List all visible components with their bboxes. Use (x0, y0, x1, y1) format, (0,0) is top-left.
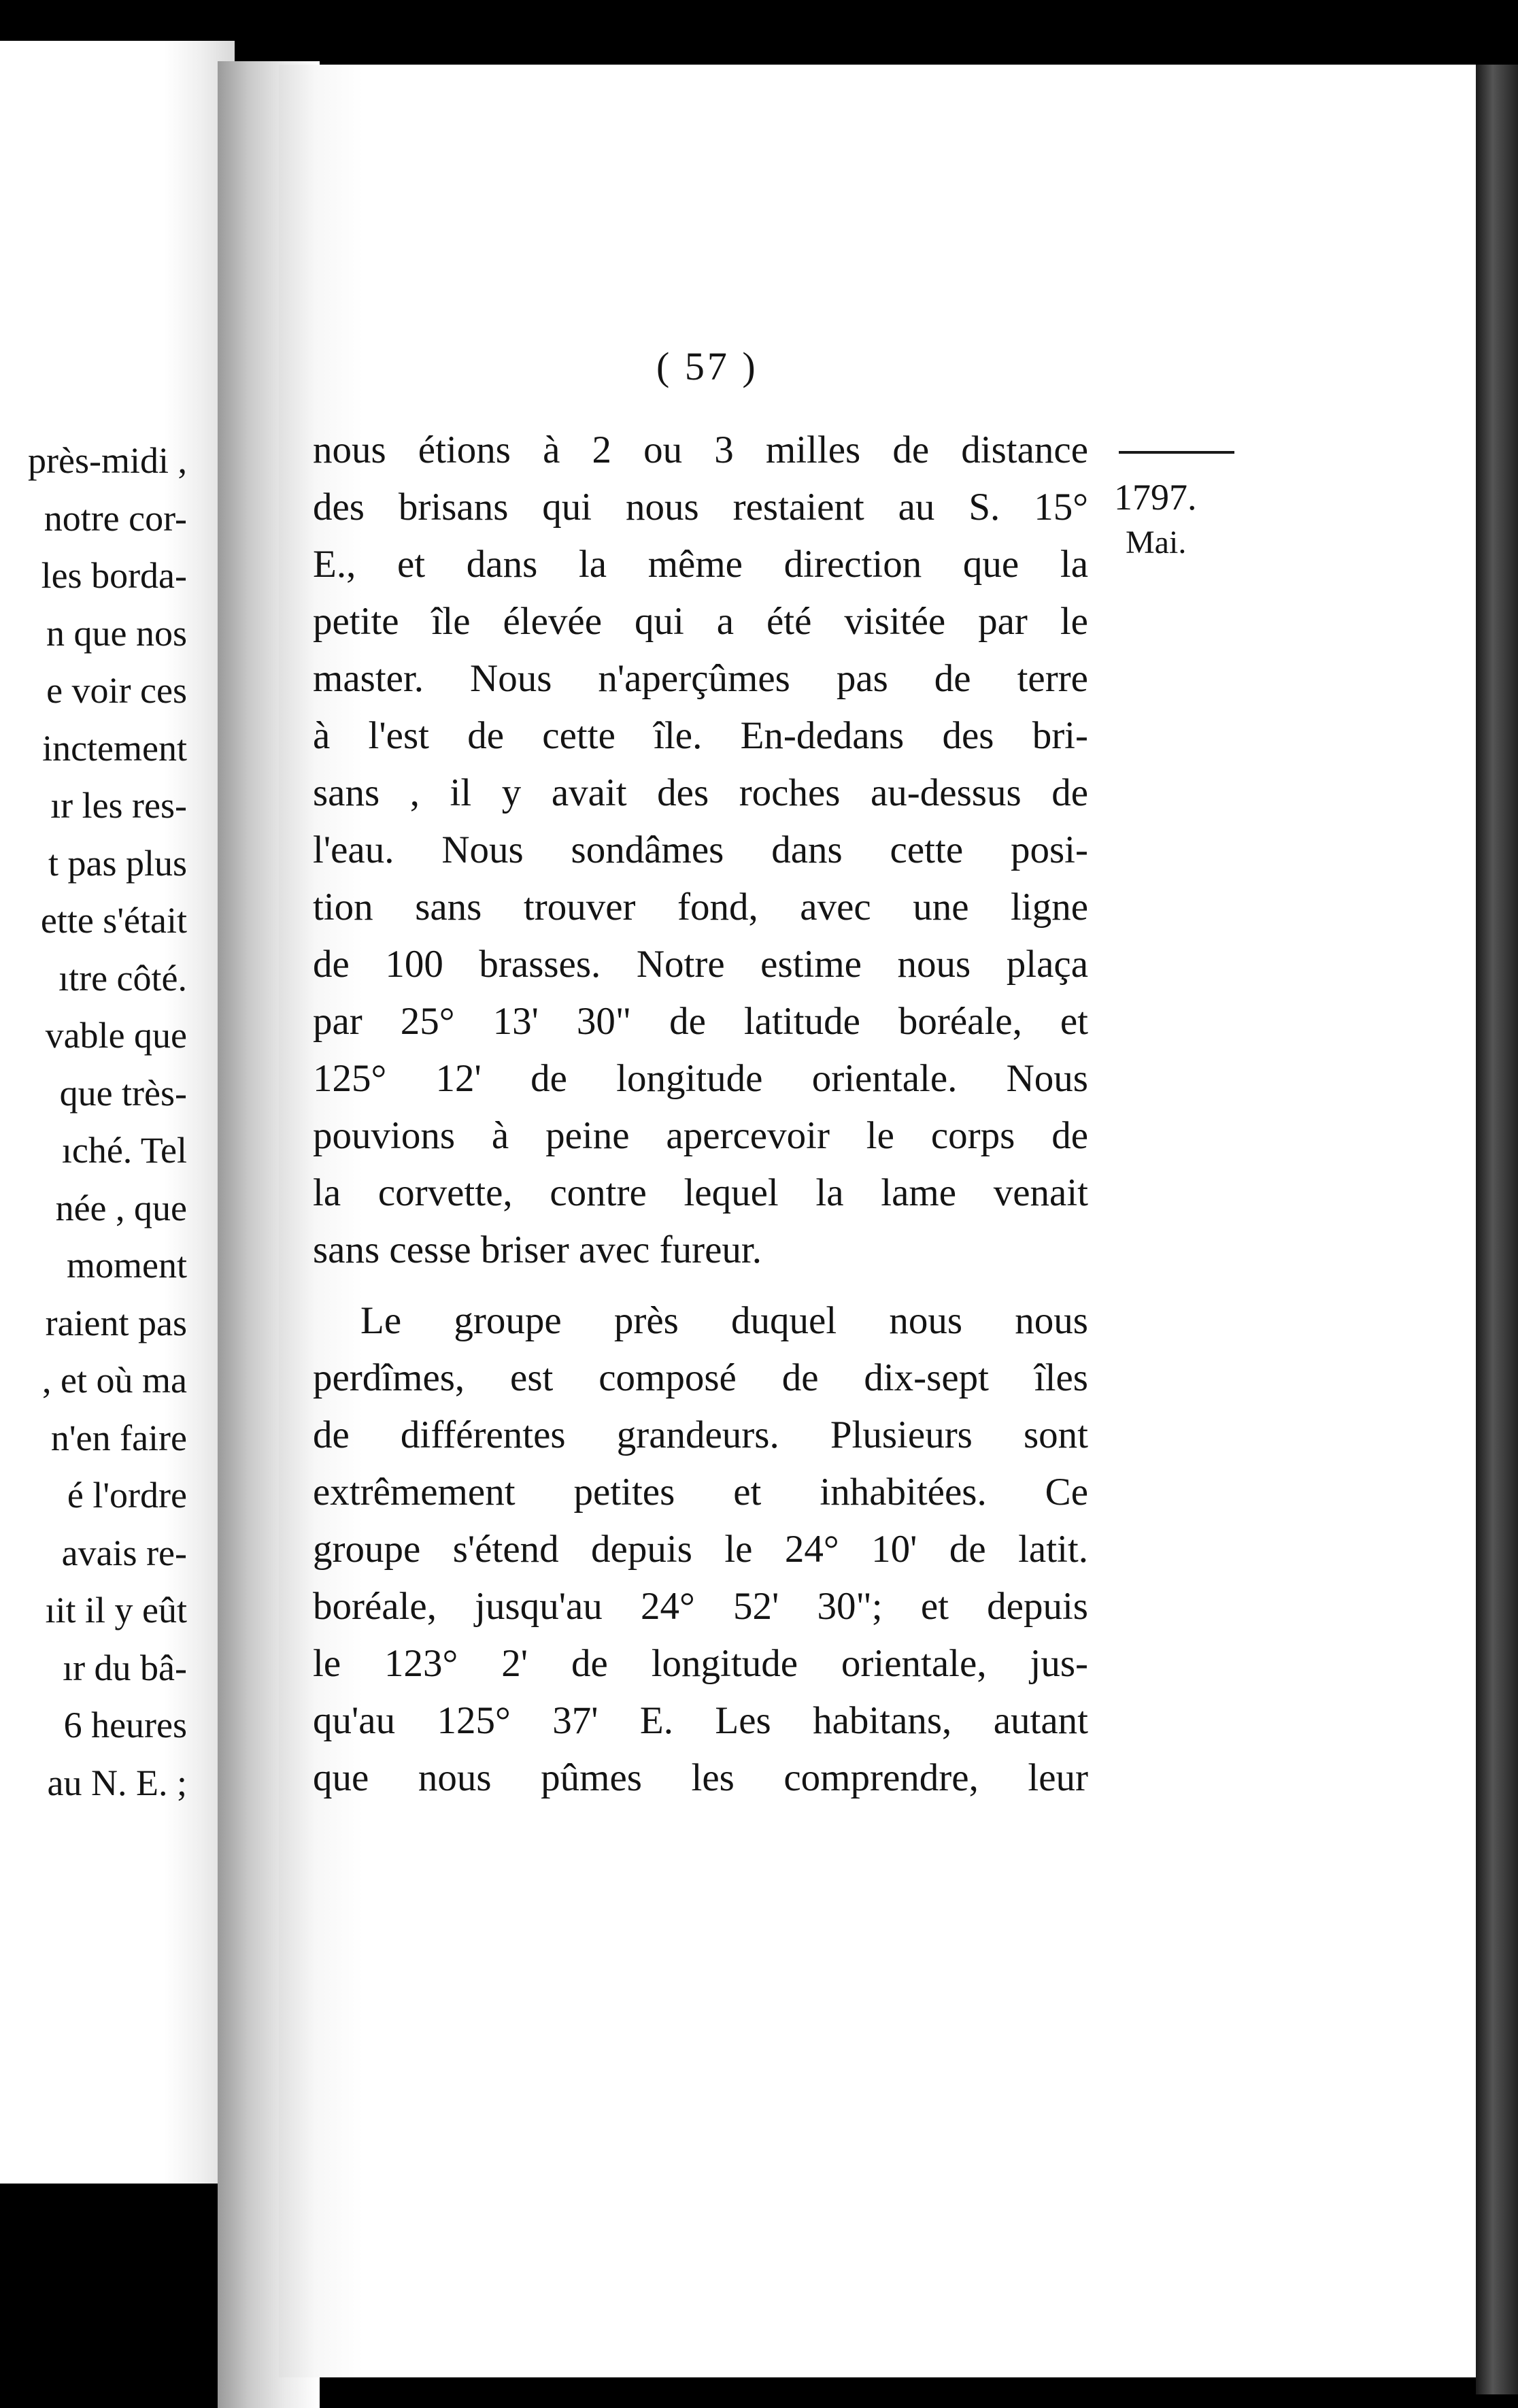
text-line: groupe s'étend depuis le 24° 10' de latit. (313, 1528, 1088, 1571)
text-line: inctement (42, 727, 187, 769)
page-number: ( 57 ) (656, 344, 758, 388)
text-line: master. Nous n'aperçûmes pas de terre (313, 657, 1088, 700)
text-line: 6 heures (63, 1705, 187, 1745)
facing-page-left (0, 41, 235, 2184)
text-line: raient pas (45, 1302, 187, 1343)
margin-note-year: 1797. (1114, 477, 1197, 518)
text-line: ıit il y eût (45, 1590, 187, 1631)
text-line: extrêmement petites et inhabitées. Ce (313, 1471, 1088, 1514)
text-line: avais re- (61, 1532, 187, 1573)
text-line: t pas plus (48, 842, 187, 884)
text-line: l'eau. Nous sondâmes dans cette posi- (313, 829, 1088, 871)
paragraph-2 (313, 1292, 1088, 1807)
text-line: née , que (55, 1187, 187, 1228)
text-line: , et où ma (42, 1360, 187, 1401)
text-line: n que nos (46, 612, 187, 654)
text-line: de différentes grandeurs. Plusieurs sont (313, 1414, 1088, 1456)
text-line: de 100 brasses. Notre estime nous plaça (313, 943, 1088, 986)
text-line: sans cesse briser avec fureur. (313, 1228, 762, 1271)
text-line: e voir ces (46, 670, 187, 711)
text-line: sans , il y avait des roches au-dessus de (313, 771, 1088, 814)
text-line: au N. E. ; (47, 1762, 187, 1803)
text-line: ette s'était (40, 900, 187, 941)
paragraph-1 (313, 422, 1088, 1279)
margin-rule (1119, 451, 1234, 454)
margin-note-month: Mai. (1126, 524, 1187, 561)
text-line: notre cor- (44, 497, 187, 539)
text-line: ır les res- (50, 785, 187, 826)
text-line: tion sans trouver fond, avec une ligne (313, 886, 1088, 929)
page-edge (1476, 65, 1518, 2394)
text-line: petite île élevée qui a été visitée par le (313, 600, 1088, 643)
text-line: les borda- (41, 555, 187, 596)
text-line: le 123° 2' de longitude orientale, jus- (313, 1642, 1088, 1685)
text-line: qu'au 125° 37' E. Les habitans, autant (313, 1699, 1088, 1742)
text-line: 125° 12' de longitude orientale. Nous (313, 1057, 1088, 1100)
text-line: ıché. Tel (61, 1130, 187, 1171)
text-line: perdîmes, est composé de dix-sept îles (313, 1356, 1088, 1399)
text-line: nous étions à 2 ou 3 milles de distance (313, 429, 1088, 471)
text-line: é l'ordre (67, 1475, 187, 1516)
text-line: que nous pûmes les comprendre, leur (313, 1756, 1088, 1799)
text-line: la corvette, contre lequel la lame venait (313, 1171, 1088, 1214)
text-line: par 25° 13' 30" de latitude boréale, et (313, 1000, 1088, 1043)
text-line: ıtre côté. (58, 957, 187, 999)
text-line: moment (67, 1245, 187, 1286)
text-line: n'en faire (50, 1417, 187, 1458)
text-line: des brisans qui nous restaient au S. 15° (313, 486, 1088, 529)
text-line: vable que (45, 1015, 187, 1056)
text-line: ır du bâ- (63, 1647, 187, 1688)
facing-page-text (28, 432, 187, 1811)
text-line: boréale, jusqu'au 24° 52' 30"; et depuis (313, 1585, 1088, 1628)
text-line: E., et dans la même direction que la (313, 543, 1088, 586)
text-line: que très- (59, 1072, 187, 1114)
text-line: à l'est de cette île. En-dedans des bri- (313, 714, 1088, 757)
text-line: près-midi , (28, 440, 187, 481)
text-line: Le groupe près duquel nous nous (360, 1299, 1088, 1342)
text-line: pouvions à peine apercevoir le corps de (313, 1114, 1088, 1157)
body-text (313, 422, 1088, 1807)
